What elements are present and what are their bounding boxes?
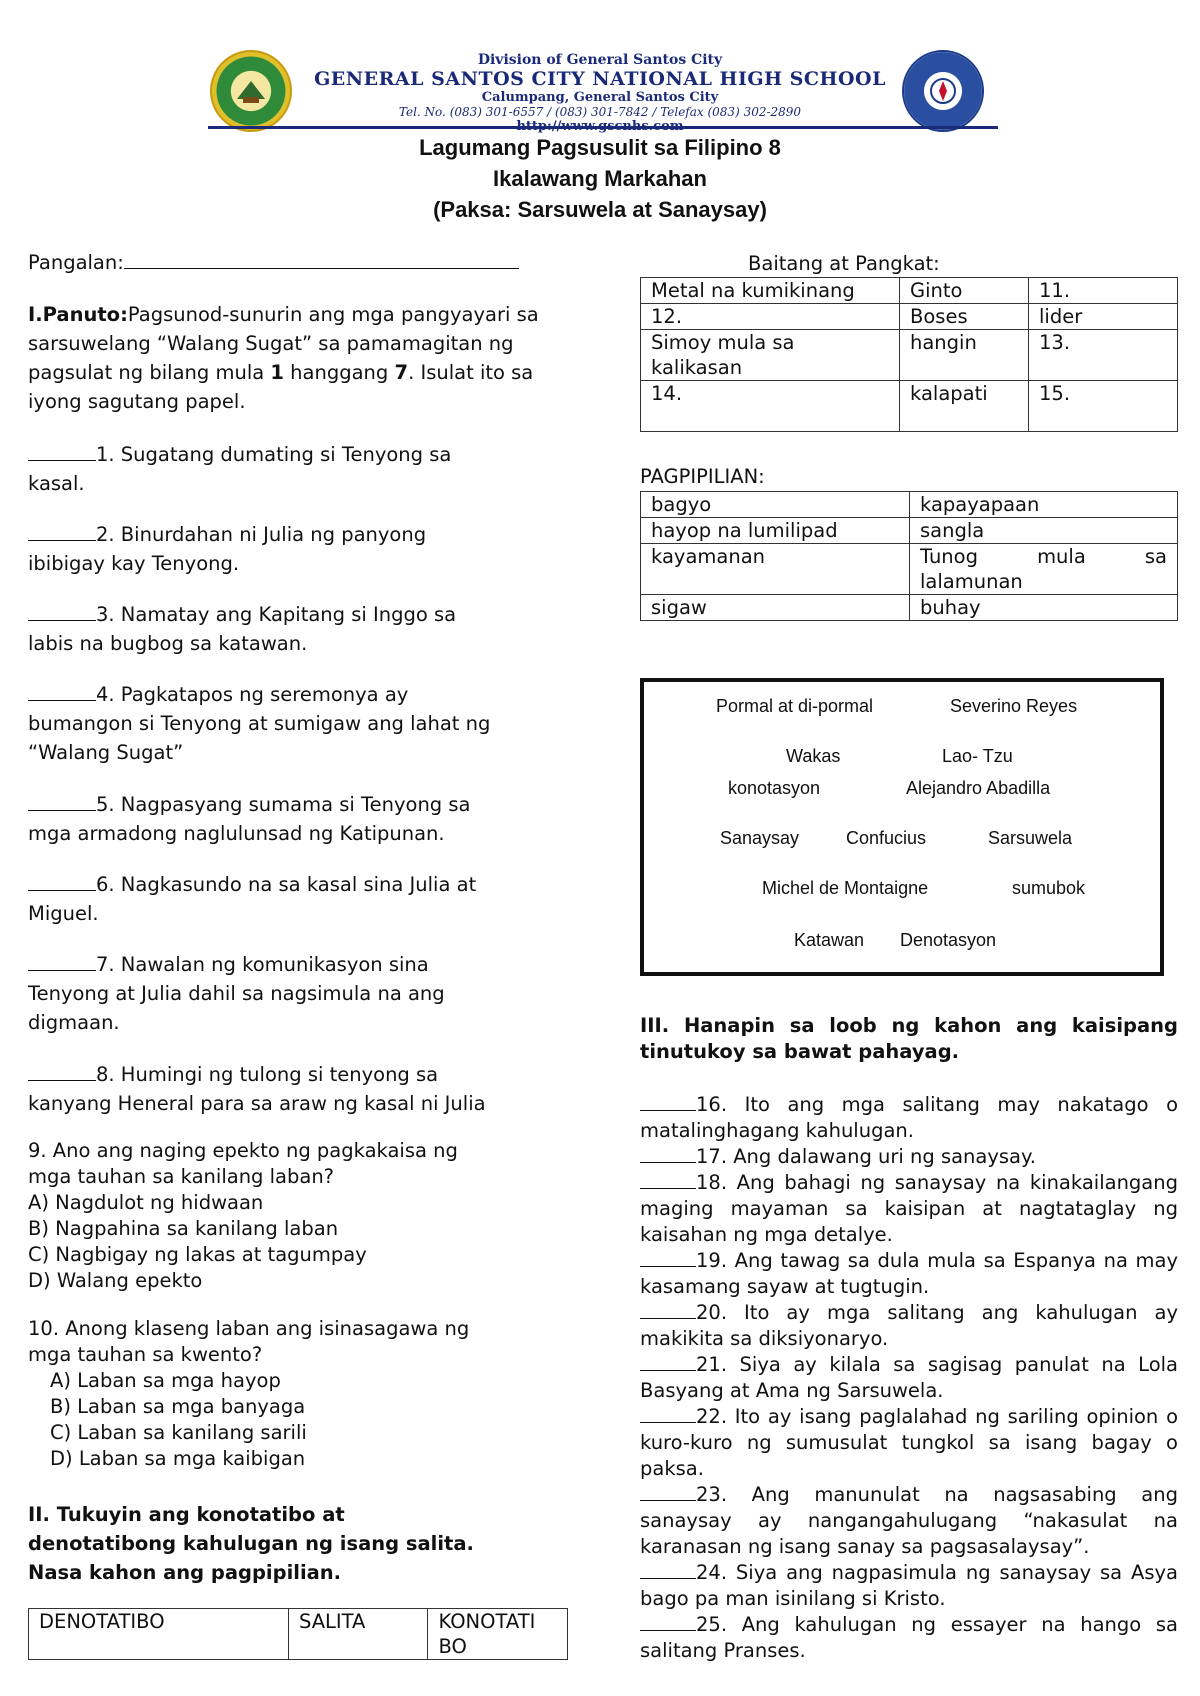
choice-cell: Tunog mula sa lalamunan — [910, 544, 1178, 595]
q9-option-d[interactable]: D) Walang epekto — [28, 1269, 203, 1292]
q-num: 3. — [96, 603, 115, 626]
q10-option-a[interactable]: A) Laban sa mga hayop — [50, 1369, 281, 1392]
answer-blank[interactable] — [28, 620, 96, 621]
cell-denotatibo: Metal na kumikinang — [641, 278, 900, 304]
word-box-item: Severino Reyes — [950, 696, 1078, 716]
answer-blank[interactable] — [28, 1080, 96, 1081]
school-contact: Tel. No. (083) 301-6557 / (083) 301-7842 / Telefax (083) 302-2890 — [398, 105, 802, 119]
q-text: Nagkasundo na sa kasal sina Julia at — [114, 873, 477, 896]
division-name: Division of General Santos City — [477, 52, 723, 68]
q-text-cont: bumangon si Tenyong at sumigaw ang lahat ng — [28, 712, 491, 735]
q-text-cont: Miguel. — [28, 902, 99, 925]
choices-label: PAGPIPILIAN: — [640, 465, 765, 488]
q9-option-b[interactable]: B) Nagpahina sa kanilang laban — [28, 1217, 339, 1240]
answer-blank[interactable] — [640, 1266, 696, 1267]
part1-instruction-mid: hanggang — [283, 361, 395, 384]
q-num: 16. — [696, 1093, 728, 1116]
answer-blank[interactable] — [640, 1630, 696, 1631]
q-text-cont: kanyang Heneral para sa araw ng kasal ni Julia — [28, 1092, 486, 1115]
answer-blank[interactable] — [640, 1188, 696, 1189]
q-text: Ang manunulat na nagsasabing ang sanaysay ay nangangahulugang “nakasulat na karanasan ng isang sanay sa pagsasalaysay”. — [640, 1483, 1178, 1558]
word-box-item: Alejandro Abadilla — [906, 778, 1051, 798]
cell-konotatibo: 11. — [1029, 278, 1178, 304]
answer-blank[interactable] — [640, 1162, 696, 1163]
school-info — [300, 52, 900, 134]
q-num: 25. — [696, 1613, 728, 1636]
table-row — [641, 330, 1178, 381]
cell-salita: hangin — [900, 330, 1029, 381]
school-name: GENERAL SANTOS CITY NATIONAL HIGH SCHOOL — [314, 68, 886, 90]
q-text: Ito ay mga salitang ang kahulugan ay makikita sa diksiyonaryo. — [640, 1301, 1178, 1350]
table-row — [641, 492, 1178, 518]
q25 — [640, 1612, 1178, 1664]
part2-line-2: denotatibong kahulugan ng isang salita. — [28, 1532, 474, 1555]
header-divider — [208, 126, 998, 129]
q-num: 5. — [96, 793, 115, 816]
choice-cell: kayamanan — [641, 544, 910, 595]
q-num: 6. — [96, 873, 115, 896]
cell-salita: Boses — [900, 304, 1029, 330]
q-text-cont: digmaan. — [28, 1011, 120, 1034]
q10-option-d[interactable]: D) Laban sa mga kaibigan — [50, 1447, 306, 1470]
q-text: Binurdahan ni Julia ng panyong — [114, 523, 427, 546]
q10-option-b[interactable]: B) Laban sa mga banyaga — [50, 1395, 306, 1418]
name-field — [28, 248, 588, 277]
title-line-3: (Paksa: Sarsuwela at Sanaysay) — [433, 197, 767, 222]
q-text: Ang bahagi ng sanaysay na kinakailangang maging mayaman sa kaisipan at nagtataglay ng kaisahan ng mga detalye. — [640, 1171, 1178, 1246]
part1-label: I.Panuto: — [28, 303, 128, 326]
table-row — [641, 304, 1178, 330]
q-num: 23. — [696, 1483, 728, 1506]
q-text: Ang kahulugan ng essayer na hango sa salitang Pranses. — [640, 1613, 1178, 1662]
q23 — [640, 1482, 1178, 1560]
word-box-item: Pormal at di-pormal — [716, 696, 874, 716]
q-text: Namatay ang Kapitang si Inggo sa — [114, 603, 457, 626]
answer-blank[interactable] — [640, 1110, 696, 1111]
cell-salita: kalapati — [900, 381, 1029, 432]
q-num: 20. — [696, 1301, 728, 1324]
q5 — [28, 790, 588, 848]
q-text: Ang dalawang uri ng sanaysay. — [727, 1145, 1036, 1168]
q-num: 4. — [96, 683, 115, 706]
table-row — [641, 518, 1178, 544]
name-blank[interactable] — [124, 268, 519, 269]
q-num: 21. — [696, 1353, 728, 1376]
q19 — [640, 1248, 1178, 1300]
q-text: Ito ay isang paglalahad ng sariling opinion o kuro-kuro ng sumusulat tungkol sa isang bagay o paksa. — [640, 1405, 1178, 1480]
answer-blank[interactable] — [28, 700, 96, 701]
word-box-item: Lao- Tzu — [942, 746, 1013, 766]
q-num: 7. — [96, 953, 115, 976]
q9-text: 9. Ano ang naging epekto ng pagkakaisa ng — [28, 1139, 458, 1162]
q-text: Nawalan ng komunikasyon sina — [114, 953, 429, 976]
choice-cell: bagyo — [641, 492, 910, 518]
answer-blank[interactable] — [640, 1578, 696, 1579]
part1-instructions — [28, 300, 568, 416]
part2-instructions — [28, 1500, 598, 1587]
q-text: Sugatang dumating si Tenyong sa — [114, 443, 452, 466]
q-text-cont: labis na bugbog sa katawan. — [28, 632, 308, 655]
q7 — [28, 950, 588, 1037]
q8 — [28, 1060, 598, 1118]
q-num: 8. — [96, 1063, 115, 1086]
word-box-item: Sarsuwela — [988, 828, 1073, 848]
header-denotatibo: DENOTATIBO — [29, 1609, 289, 1660]
q9-text-cont: mga tauhan sa kanilang laban? — [28, 1165, 335, 1188]
grade-section-label: Baitang at Pangkat: — [748, 252, 940, 275]
table-row — [29, 1609, 568, 1660]
q-text: Pagkatapos ng seremonya ay — [114, 683, 409, 706]
title-line-2: Ikalawang Markahan — [493, 166, 707, 191]
part1-number-1: 1 — [270, 361, 284, 384]
q22 — [640, 1404, 1178, 1482]
q17 — [640, 1144, 1178, 1170]
header-konotatibo: KONOTATI BO — [428, 1609, 568, 1660]
q-num: 18. — [696, 1171, 728, 1194]
cell-salita: Ginto — [900, 278, 1029, 304]
q-num: 1. — [96, 443, 115, 466]
q-num: 24. — [696, 1561, 728, 1584]
cell-denotatibo: 12. — [641, 304, 900, 330]
q9-option-c[interactable]: C) Nagbigay ng lakas at tagumpay — [28, 1243, 367, 1266]
q-text-cont: kasal. — [28, 472, 85, 495]
school-address: Calumpang, General Santos City — [481, 90, 719, 105]
word-box-item: Michel de Montaigne — [762, 878, 929, 898]
q9 — [28, 1138, 588, 1294]
word-box-item: Confucius — [846, 828, 927, 848]
answer-table — [640, 277, 1178, 432]
part2-header-table — [28, 1608, 568, 1660]
word-box-item: Wakas — [786, 746, 841, 766]
word-box-item: sumubok — [1012, 878, 1086, 898]
answer-blank[interactable] — [28, 970, 96, 971]
part1-instruction-text: Pagsunod-sunurin ang mga pangyayari sa sarsuwelang “Walang Sugat” sa pamamagitan ng pagsulat ng bilang mula — [28, 303, 539, 384]
word-box-item: Katawan — [794, 930, 865, 950]
school-seal-icon — [210, 50, 292, 132]
header-salita: SALITA — [288, 1609, 428, 1660]
choice-cell: kapayapaan — [910, 492, 1178, 518]
part3-items — [640, 1092, 1178, 1664]
q-text: Humingi ng tulong si tenyong sa — [114, 1063, 439, 1086]
q21 — [640, 1352, 1178, 1404]
table-row — [641, 544, 1178, 595]
answer-blank[interactable] — [28, 810, 96, 811]
answer-blank[interactable] — [640, 1422, 696, 1423]
q20 — [640, 1300, 1178, 1352]
cell-konotatibo: 13. — [1029, 330, 1178, 381]
q-text-cont: “Walang Sugat” — [28, 741, 184, 764]
table-row — [641, 595, 1178, 621]
q24 — [640, 1560, 1178, 1612]
part2-line-3: Nasa kahon ang pagpipilian. — [28, 1561, 342, 1584]
answer-blank[interactable] — [640, 1318, 696, 1319]
q6 — [28, 870, 588, 928]
name-label: Pangalan: — [28, 251, 124, 274]
table-row — [641, 381, 1178, 432]
q1 — [28, 440, 588, 498]
q3 — [28, 600, 588, 658]
q-text: Siya ay kilala sa sagisag panulat na Lola Basyang at Ama ng Sarsuwela. — [640, 1353, 1178, 1402]
word-box-item: Sanaysay — [720, 828, 800, 848]
part1-number-7: 7 — [394, 361, 409, 384]
part2-line-1: II. Tukuyin ang konotatibo at — [28, 1503, 345, 1526]
q-num: 17. — [696, 1145, 728, 1168]
answer-blank[interactable] — [640, 1500, 696, 1501]
q10-text-cont: mga tauhan sa kwento? — [28, 1343, 263, 1366]
answer-blank[interactable] — [640, 1370, 696, 1371]
choice-cell: sangla — [910, 518, 1178, 544]
q10 — [28, 1316, 588, 1472]
table-row — [641, 278, 1178, 304]
q4 — [28, 680, 588, 767]
word-box — [640, 678, 1164, 976]
choice-cell: sigaw — [641, 595, 910, 621]
q-text-cont: Tenyong at Julia dahil sa nagsimula na ang — [28, 982, 445, 1005]
choices-table — [640, 491, 1178, 621]
answer-blank[interactable] — [28, 890, 96, 891]
q-text-cont: ibibigay kay Tenyong. — [28, 552, 240, 575]
q-text: Ito ang mga salitang may nakatago o matalinghagang kahulugan. — [640, 1093, 1178, 1142]
word-box-item: konotasyon — [728, 778, 821, 798]
word-box-item: Denotasyon — [900, 930, 997, 950]
q9-option-a[interactable]: A) Nagdulot ng hidwaan — [28, 1191, 264, 1214]
cell-denotatibo: 14. — [641, 381, 900, 432]
deped-seal-icon — [902, 50, 984, 132]
q-text: Ang tawag sa dula mula sa Espanya na may kasamang sayaw at tugtugin. — [640, 1249, 1178, 1298]
q-num: 22. — [696, 1405, 728, 1428]
part3-heading: III. Hanapin sa loob ng kahon ang kaisipang tinutukoy sa bawat pahayag. — [640, 1014, 1178, 1063]
part1-instruction-end: . Isulat ito sa iyong sagutang papel. — [28, 361, 534, 413]
q-text-cont: mga armadong naglulunsad ng Katipunan. — [28, 822, 445, 845]
q-text: Siya ang nagpasimula ng sanaysay sa Asya bago pa man isinilang si Kristo. — [640, 1561, 1178, 1610]
q18 — [640, 1170, 1178, 1248]
q10-option-c[interactable]: C) Laban sa kanilang sarili — [50, 1421, 307, 1444]
choice-cell: hayop na lumilipad — [641, 518, 910, 544]
choice-cell: buhay — [910, 595, 1178, 621]
cell-denotatibo: Simoy mula sa kalikasan — [641, 330, 900, 381]
cell-konotatibo: 15. — [1029, 381, 1178, 432]
answer-blank[interactable] — [28, 540, 96, 541]
cell-konotatibo: lider — [1029, 304, 1178, 330]
answer-blank[interactable] — [28, 460, 96, 461]
q-text: Nagpasyang sumama si Tenyong sa — [114, 793, 471, 816]
q-num: 19. — [696, 1249, 728, 1272]
q2 — [28, 520, 588, 578]
title-line-1: Lagumang Pagsusulit sa Filipino 8 — [419, 135, 781, 160]
q10-text: 10. Anong klaseng laban ang isinasagawa ng — [28, 1317, 470, 1340]
q-num: 2. — [96, 523, 115, 546]
q16 — [640, 1092, 1178, 1144]
exam-title — [300, 132, 900, 225]
